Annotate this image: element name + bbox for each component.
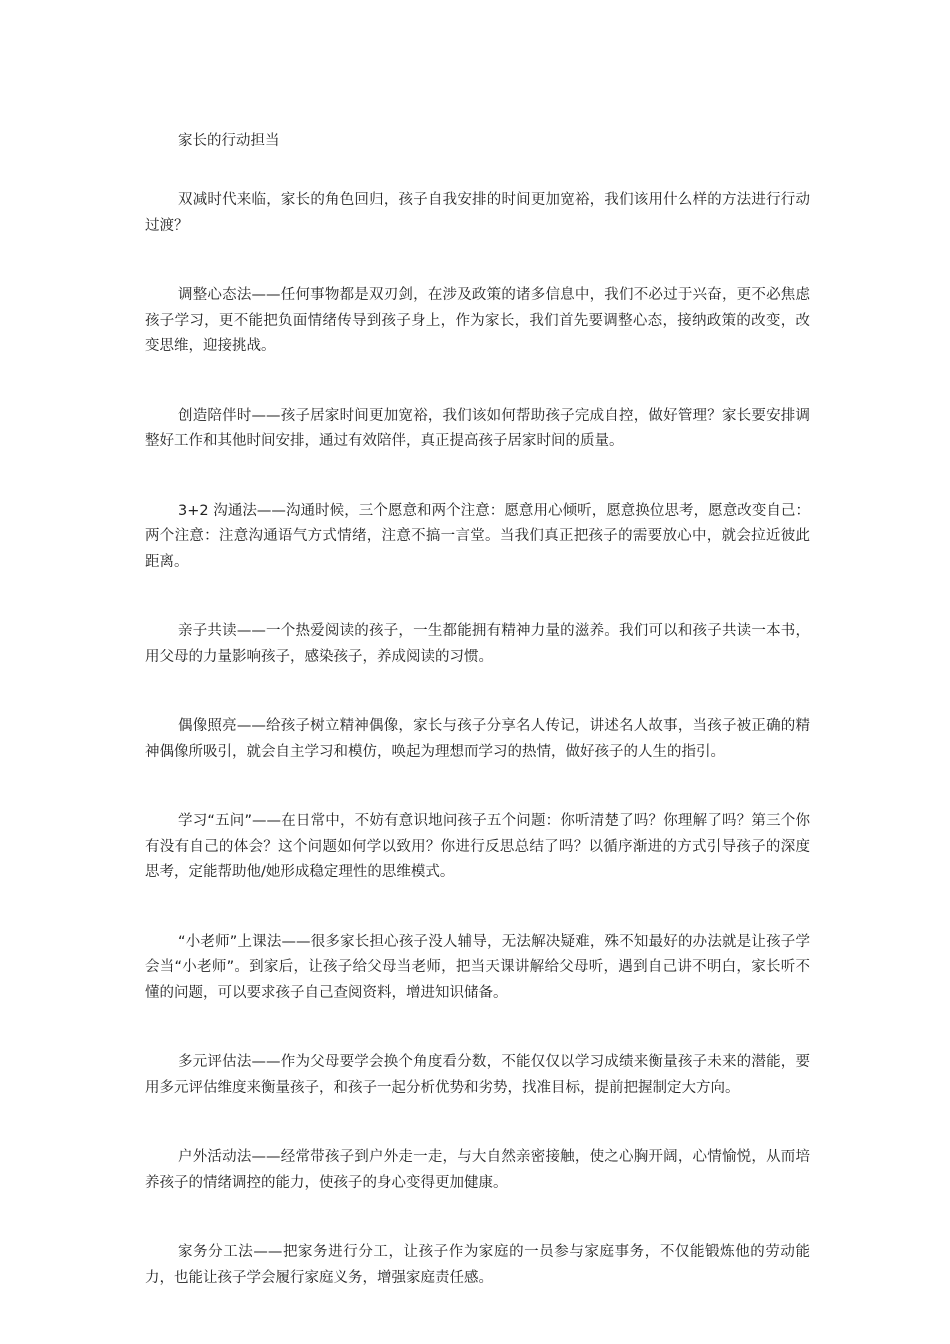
paragraph-five-questions: 学习“五问”——在日常中，不妨有意识地问孩子五个问题：你听清楚了吗？你理解了吗？第三个你有没有自己的体会？这个问题如何学以致用？你进行反思总结了吗？以循序渐进的方式引导孩子的深度思考，定能帮助他/她形成稳定理性的思维模式。 [145,813,810,880]
paragraph-outdoor: 户外活动法——经常带孩子到户外走一走，与大自然亲密接触，使之心胸开阔，心情愉悦，从而培养孩子的情绪调控的能力，使孩子的身心变得更加健康。 [145,1149,810,1191]
document-page [145,128,810,1335]
paragraph-intro: 双减时代来临，家长的角色回归，孩子自我安排的时间更加宽裕，我们该用什么样的方法进行行动过渡？ [145,192,810,234]
paragraph-adjust-mindset: 调整心态法——任何事物都是双刃剑，在涉及政策的诸多信息中，我们不必过于兴奋，更不必焦虑孩子学习，更不能把负面情绪传导到孩子身上，作为家长，我们首先要调整心态，接纳政策的改变，改变思维，迎接挑战。 [145,287,810,354]
paragraph-role-model: 偶像照亮——给孩子树立精神偶像，家长与孩子分享名人传记，讲述名人故事，当孩子被正确的精神偶像所吸引，就会自主学习和模仿，唤起为理想而学习的热情，做好孩子的人生的指引。 [145,718,810,760]
paragraph-chores: 家务分工法——把家务进行分工，让孩子作为家庭的一员参与家庭事务，不仅能锻炼他的劳动能力，也能让孩子学会履行家庭义务，增强家庭责任感。 [145,1244,810,1286]
document-title: 家长的行动担当 [178,133,280,149]
paragraph-companionship: 创造陪伴时——孩子居家时间更加宽裕，我们该如何帮助孩子完成自控，做好管理？家长要安排调整好工作和其他时间安排，通过有效陪伴，真正提高孩子居家时间的质量。 [145,407,810,449]
paragraph-communication: 3+2 沟通法——沟通时候，三个愿意和两个注意：愿意用心倾听，愿意换位思考，愿意改变自己：两个注意：注意沟通语气方式情绪，注意不搞一言堂。当我们真正把孩子的需要放心中，就会拉近彼此距离。 [145,502,810,570]
paragraph-little-teacher: “小老师”上课法——很多家长担心孩子没人辅导，无法解决疑难，殊不知最好的办法就是让孩子学会当“小老师”。到家后，让孩子给父母当老师，把当天课讲解给父母听，遇到自己讲不明白，家长听不懂的问题，可以要求孩子自己查阅资料，增进知识储备。 [145,933,810,1001]
paragraph-evaluation: 多元评估法——作为父母要学会换个角度看分数，不能仅仅以学习成绩来衡量孩子未来的潜能，要用多元评估维度来衡量孩子，和孩子一起分析优势和劣势，找准目标，提前把握制定大方向。 [145,1054,810,1096]
paragraph-reading: 亲子共读——一个热爱阅读的孩子，一生都能拥有精神力量的滋养。我们可以和孩子共读一本书，用父母的力量影响孩子，感染孩子，养成阅读的习惯。 [145,623,810,665]
